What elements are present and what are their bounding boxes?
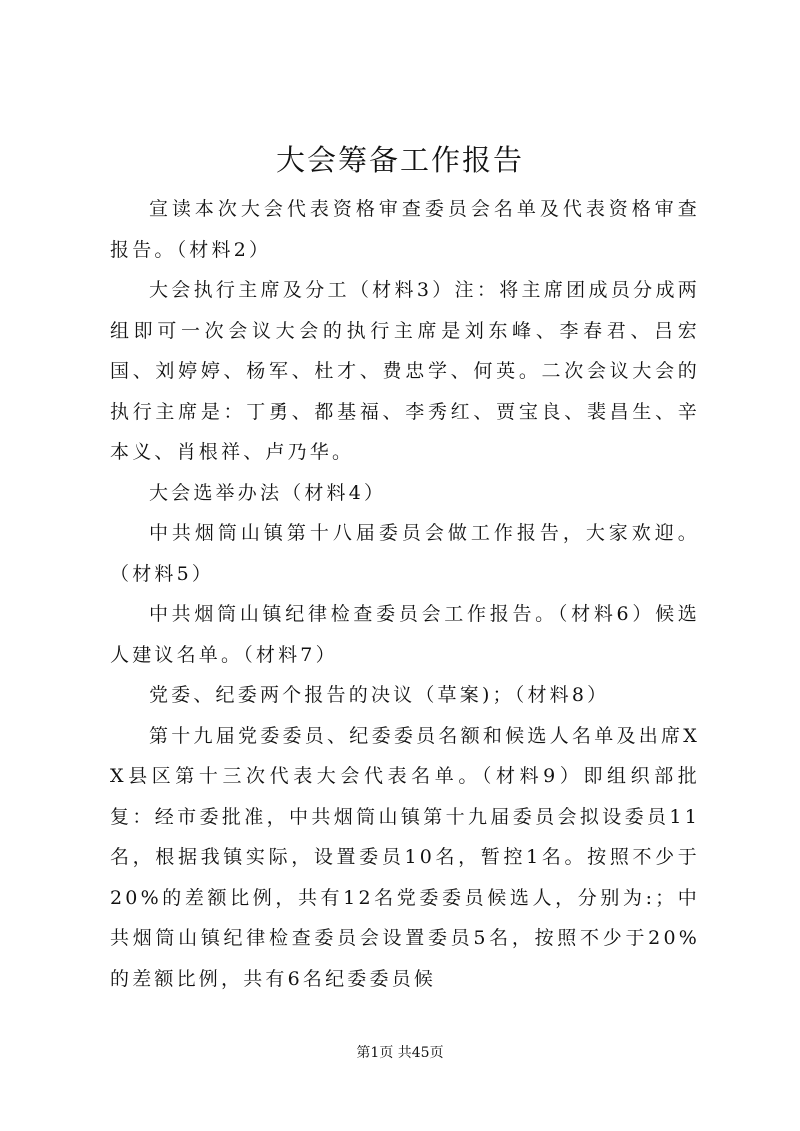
paragraph-discipline-committee-report: 中共烟筒山镇纪律检查委员会工作报告。（材料6）候选人建议名单。（材料7） (110, 603, 700, 666)
page-number: 第1页 共45页 (356, 1045, 444, 1061)
document-body (110, 189, 700, 999)
paragraph-resolution-draft: 党委、纪委两个报告的决议（草案)；（材料8） (148, 684, 610, 706)
paragraph-executive-chairs: 大会执行主席及分工（材料3）注：将主席团成员分成两组即可一次会议大会的执行主席是刘东峰、李春君、吕宏国、刘婷婷、杨军、杜才、费忠学、何英。二次会议大会的执行主席是：丁勇、都基福、李秀红、贾宝良、裴昌生、辛本义、肖根祥、卢乃华。 (110, 279, 700, 463)
paragraph-election-method: 大会选举办法（材料4） (148, 481, 387, 504)
document-title: 大会筹备工作报告 (275, 143, 524, 177)
paragraph-party-committee-report: 中共烟筒山镇第十八届委员会做工作报告，大家欢迎。（材料5） (110, 522, 700, 585)
paragraph-qualification-report: 宣读本次大会代表资格审查委员会名单及代表资格审查报告。（材料2） (110, 198, 700, 261)
paragraph-candidate-list: 第十九届党委委员、纪委委员名额和候选人名单及出席XX县区第十三次代表大会代表名单。（材料9）即组织部批复：经市委批准，中共烟筒山镇第十九届委员会拟设委员11名，根据我镇实际，设置委员10名，暂控1名。按照不少于20%的差额比例，共有12名党委委员候选人，分别为:；中共烟筒山镇纪律检查委员会设置委员5名，按照不少于20%的差额比例，共有6名纪委委员候 (110, 724, 700, 990)
